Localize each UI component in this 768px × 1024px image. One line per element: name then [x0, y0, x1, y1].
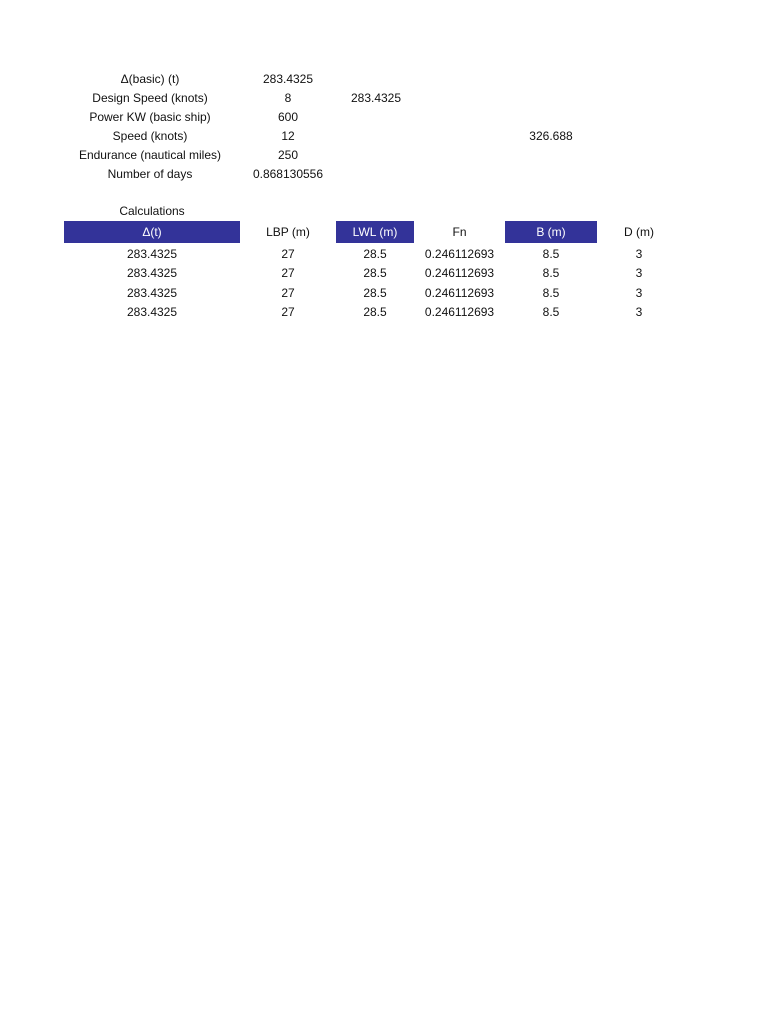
cell-delta: 283.4325 — [126, 247, 178, 261]
cell-b: 8.5 — [542, 305, 560, 319]
param-label-basic-displacement: Δ(basic) (t) — [120, 72, 180, 86]
cell-d: 3 — [635, 247, 643, 261]
cell-fn: 0.246112693 — [424, 266, 495, 280]
param-label-design-speed: Design Speed (knots) — [92, 91, 208, 105]
cell-delta: 283.4325 — [126, 266, 178, 280]
cell-lbp: 27 — [281, 286, 295, 300]
param-value-endurance: 250 — [277, 148, 299, 162]
param-value-design-speed: 8 — [284, 91, 292, 105]
param-label-speed: Speed (knots) — [112, 129, 188, 143]
cell-lbp: 27 — [281, 247, 295, 261]
cell-d: 3 — [635, 266, 643, 280]
cell-lwl: 28.5 — [363, 305, 387, 319]
cell-b: 8.5 — [542, 286, 560, 300]
cell-b: 8.5 — [542, 266, 560, 280]
cell-b: 8.5 — [542, 247, 560, 261]
param-value-speed: 12 — [281, 129, 295, 143]
cell-lbp: 27 — [281, 305, 295, 319]
cell-fn: 0.246112693 — [424, 247, 495, 261]
cell-fn: 0.246112693 — [424, 286, 495, 300]
param-value-number-of-days: 0.868130556 — [252, 167, 324, 181]
param-extra-speed: 326.688 — [529, 129, 573, 143]
header-delta: Δ(t) — [142, 225, 162, 239]
cell-lwl: 28.5 — [363, 286, 387, 300]
param-label-endurance: Endurance (nautical miles) — [78, 148, 222, 162]
cell-delta: 283.4325 — [126, 305, 178, 319]
param-value-power: 600 — [277, 110, 299, 124]
param-label-number-of-days: Number of days — [107, 167, 193, 181]
cell-lwl: 28.5 — [363, 266, 387, 280]
header-b: B (m) — [536, 225, 566, 239]
cell-d: 3 — [635, 286, 643, 300]
header-fn: Fn — [452, 225, 467, 239]
param-extra-design-speed: 283.4325 — [350, 91, 402, 105]
cell-lbp: 27 — [281, 266, 295, 280]
cell-lwl: 28.5 — [363, 247, 387, 261]
param-value-basic-displacement: 283.4325 — [262, 72, 314, 86]
cell-d: 3 — [635, 305, 643, 319]
cell-fn: 0.246112693 — [424, 305, 495, 319]
calculations-title: Calculations — [119, 204, 185, 218]
header-lwl: LWL (m) — [352, 225, 398, 239]
header-d: D (m) — [624, 225, 654, 239]
header-lbp: LBP (m) — [266, 225, 310, 239]
param-label-power: Power KW (basic ship) — [89, 110, 211, 124]
cell-delta: 283.4325 — [126, 286, 178, 300]
